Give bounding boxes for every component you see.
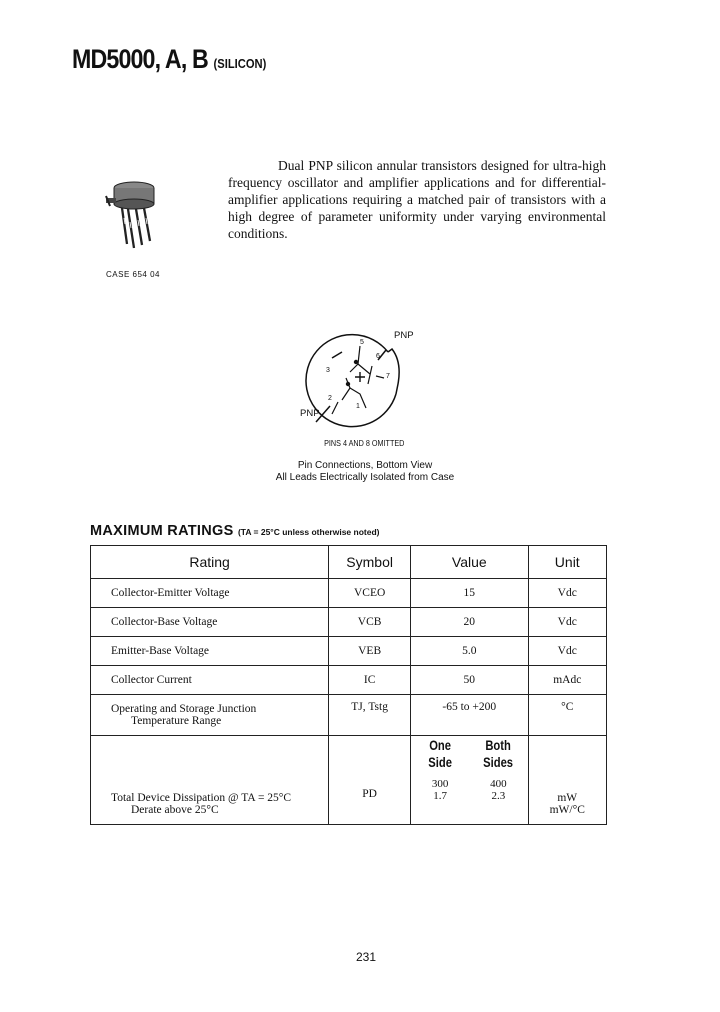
rating-cell: Collector-Emitter Voltage bbox=[91, 579, 329, 608]
column-header: Rating bbox=[91, 546, 329, 579]
transistor-package-icon bbox=[98, 178, 172, 260]
value-cell: 1.7 bbox=[433, 790, 448, 802]
page-number: 231 bbox=[355, 950, 377, 964]
value-cell: 5.0 bbox=[411, 637, 528, 666]
column-header: Symbol bbox=[329, 546, 411, 579]
unit-cell: mAdc bbox=[528, 666, 607, 695]
table-row bbox=[91, 637, 607, 666]
rating-line: Derate above 25°C bbox=[131, 804, 219, 816]
pins-omitted-note: PINS 4 AND 8 OMITTED bbox=[324, 438, 405, 448]
page-title: MD5000, A, B (SILICON) bbox=[72, 44, 267, 74]
both-sides-header: Both Sides bbox=[483, 737, 514, 770]
rating-cell: Emitter-Base Voltage bbox=[91, 637, 329, 666]
rating-cell: Collector Current bbox=[91, 666, 329, 695]
caption-line: Pin Connections, Bottom View bbox=[297, 460, 433, 471]
section-heading: MAXIMUM RATINGS (TA = 25°C unless otherwise noted) bbox=[90, 523, 380, 539]
value-cell: 15 bbox=[411, 579, 528, 608]
pnp-label-bottom: PNP bbox=[300, 408, 320, 419]
value-cell: 20 bbox=[411, 608, 528, 637]
pin-diagram-caption bbox=[0, 460, 720, 484]
unit-line: mW bbox=[557, 792, 578, 804]
pin-label: 5 bbox=[360, 339, 364, 346]
pin-label: 7 bbox=[386, 373, 390, 380]
symbol-cell: TJ, Tstg bbox=[329, 695, 411, 736]
rating-cell bbox=[91, 736, 329, 825]
value-cell: -65 to +200 bbox=[411, 695, 528, 736]
table-row bbox=[91, 608, 607, 637]
pin-label: 2 bbox=[328, 395, 332, 402]
case-label: CASE 654 04 bbox=[106, 270, 160, 279]
rating-line: Temperature Range bbox=[131, 715, 222, 727]
column-header: Value bbox=[411, 546, 528, 579]
dissipation-subtable bbox=[411, 736, 527, 802]
pin-connection-diagram bbox=[290, 322, 430, 432]
one-side-header: One Side bbox=[428, 737, 452, 770]
value-cell: 50 bbox=[411, 666, 528, 695]
pnp-label-top: PNP bbox=[394, 330, 414, 341]
symbol-cell: PD bbox=[329, 736, 411, 825]
table-row bbox=[91, 666, 607, 695]
rating-cell: Collector-Base Voltage bbox=[91, 608, 329, 637]
value-cell bbox=[411, 736, 528, 825]
symbol-cell: VCB bbox=[329, 608, 411, 637]
ratings-table bbox=[90, 545, 607, 825]
table-row bbox=[91, 695, 607, 736]
value-cell: 400 bbox=[490, 778, 507, 790]
unit-cell: Vdc bbox=[528, 637, 607, 666]
rating-cell bbox=[91, 695, 329, 736]
unit-cell: °C bbox=[528, 695, 607, 736]
rating-line: Total Device Dissipation @ TA = 25°C bbox=[111, 792, 292, 804]
table-row bbox=[91, 736, 607, 825]
unit-line: mW/°C bbox=[549, 804, 585, 816]
column-header: Unit bbox=[528, 546, 607, 579]
caption-line: All Leads Electrically Isolated from Case bbox=[275, 472, 455, 483]
value-cell: 300 bbox=[431, 778, 449, 790]
device-description: Dual PNP silicon annular transistors designed for ultra-high frequency oscillator and amplifier applications and for differential-amplifier applications requiring a matched pair of transistors with a high degree of parameter uniformity under varying environmental conditions. bbox=[228, 158, 606, 241]
unit-cell: Vdc bbox=[528, 579, 607, 608]
symbol-cell: VCEO bbox=[329, 579, 411, 608]
rating-line: Operating and Storage Junction bbox=[111, 703, 257, 715]
pin-label: 3 bbox=[326, 367, 330, 374]
symbol-cell: IC bbox=[329, 666, 411, 695]
table-header-row bbox=[91, 546, 607, 579]
title-material: (SILICON) bbox=[213, 56, 267, 71]
unit-cell bbox=[528, 736, 607, 825]
table-row bbox=[91, 579, 607, 608]
pin-label: 6 bbox=[376, 353, 380, 360]
pin-label: 1 bbox=[356, 403, 360, 410]
symbol-cell: VEB bbox=[329, 637, 411, 666]
value-cell: 2.3 bbox=[491, 790, 506, 802]
ratings-note: (TA = 25°C unless otherwise noted) bbox=[237, 527, 380, 537]
unit-cell: Vdc bbox=[528, 608, 607, 637]
